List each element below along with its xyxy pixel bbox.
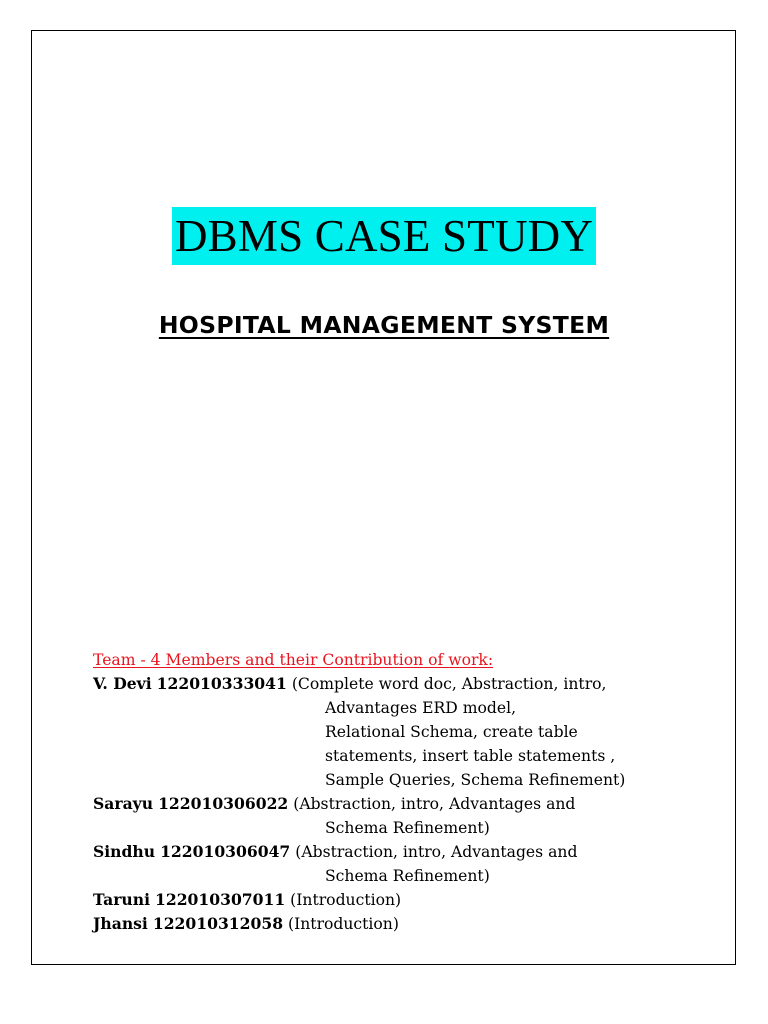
contribution-line: (Abstraction, intro, Advantages and bbox=[295, 843, 578, 861]
contribution-line: Advantages ERD model, bbox=[325, 699, 517, 717]
title-area bbox=[0, 207, 768, 265]
member-row bbox=[93, 888, 713, 912]
member-row bbox=[93, 792, 713, 840]
contribution-line: Sample Queries, Schema Refinement) bbox=[325, 771, 626, 789]
member-id: 122010306047 bbox=[160, 842, 291, 861]
contribution-line: (Introduction) bbox=[288, 915, 399, 933]
team-section bbox=[93, 648, 713, 936]
member-contribution bbox=[290, 888, 401, 912]
contribution-line: (Introduction) bbox=[290, 891, 402, 909]
member-name: Sarayu bbox=[93, 794, 154, 813]
member-row bbox=[93, 840, 713, 888]
member-head bbox=[93, 840, 295, 888]
member-row bbox=[93, 912, 713, 936]
contribution-line: Schema Refinement) bbox=[325, 867, 490, 885]
member-head bbox=[93, 672, 292, 792]
member-head bbox=[93, 912, 288, 936]
member-id: 122010306022 bbox=[158, 794, 289, 813]
member-name: Taruni bbox=[93, 890, 151, 909]
team-heading: Team - 4 Members and their Contribution of work: bbox=[93, 651, 494, 669]
contribution-line: (Abstraction, intro, Advantages and bbox=[293, 795, 576, 813]
member-id: 122010333041 bbox=[156, 674, 287, 693]
document-subtitle: HOSPITAL MANAGEMENT SYSTEM bbox=[158, 311, 610, 339]
member-name: V. Devi bbox=[93, 674, 152, 693]
member-row bbox=[93, 672, 713, 792]
member-contribution bbox=[288, 912, 399, 936]
contribution-line: Schema Refinement) bbox=[325, 819, 490, 837]
member-contribution bbox=[292, 672, 626, 792]
member-name: Jhansi bbox=[93, 914, 148, 933]
member-name: Sindhu bbox=[93, 842, 156, 861]
member-head bbox=[93, 888, 290, 912]
member-contribution bbox=[295, 840, 577, 888]
member-head bbox=[93, 792, 293, 840]
contribution-line: statements, insert table statements , bbox=[325, 747, 616, 765]
member-id: 122010312058 bbox=[152, 914, 284, 933]
contribution-line: Relational Schema, create table bbox=[325, 723, 578, 741]
document-title: DBMS CASE STUDY bbox=[172, 207, 596, 265]
member-list bbox=[93, 672, 713, 936]
contribution-line: (Complete word doc, Abstraction, intro, bbox=[291, 675, 607, 693]
member-contribution bbox=[293, 792, 575, 840]
member-id: 122010307011 bbox=[155, 890, 286, 909]
subtitle-area bbox=[0, 305, 768, 345]
